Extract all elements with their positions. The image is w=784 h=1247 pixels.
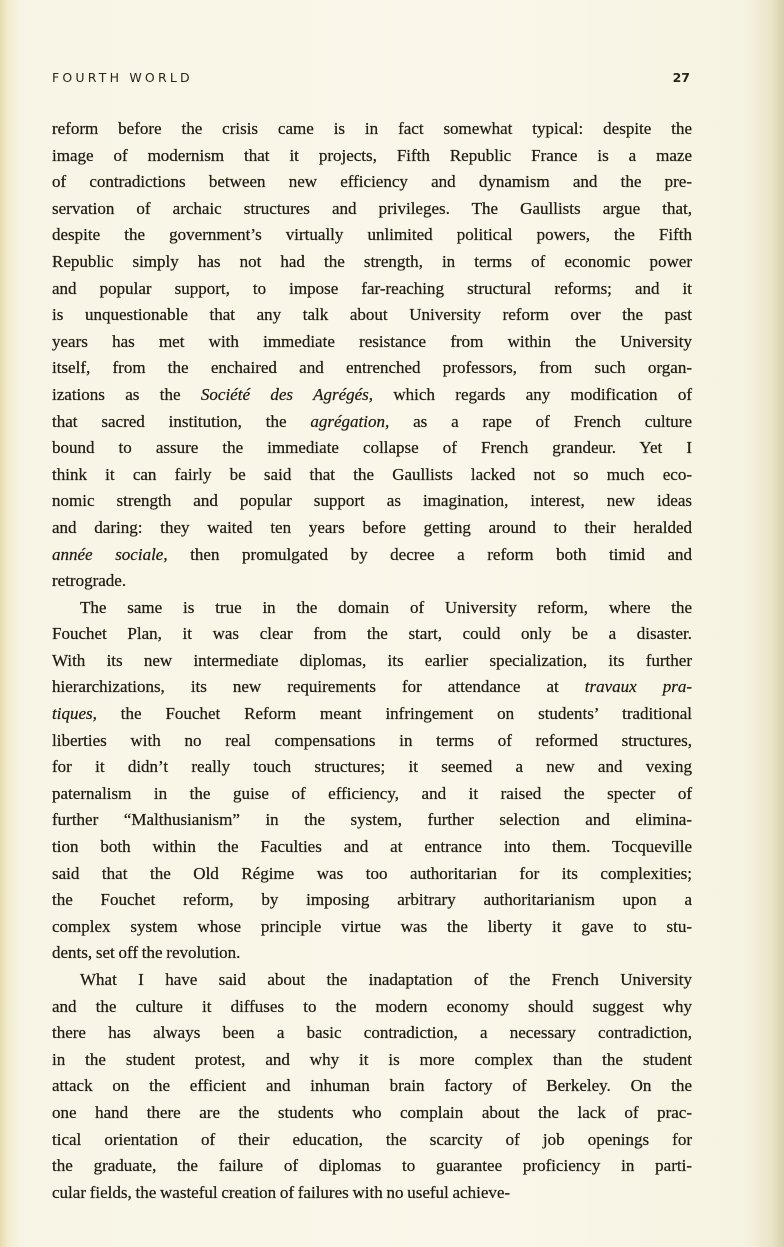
text-line bbox=[52, 143, 692, 170]
text-segment: further “Malthusianism” in the system, further selection and elimina- bbox=[52, 810, 692, 830]
text-line bbox=[52, 276, 692, 303]
text-segment: think it can fairly be said that the Gaullists lacked not so much eco- bbox=[52, 464, 692, 484]
text-line bbox=[52, 409, 692, 436]
text-line bbox=[52, 701, 692, 728]
text-line bbox=[52, 488, 692, 515]
text-segment: reform before the crisis came is in fact somewhat typical: despite the bbox=[52, 119, 692, 138]
text-segment: in the student protest, and why it is more complex than the student bbox=[52, 1049, 692, 1069]
text-segment: is unquestionable that any talk about University reform over the past bbox=[52, 305, 692, 325]
text-segment: dents, set off the revolution. bbox=[52, 943, 241, 963]
text-line bbox=[52, 462, 692, 489]
text-line bbox=[52, 674, 692, 701]
text-segment: said that the Old Régime was too authoritarian for its complexities; bbox=[52, 863, 692, 883]
running-head: FOURTH WORLD bbox=[52, 70, 193, 85]
text-line bbox=[52, 355, 692, 382]
text-line bbox=[52, 1047, 692, 1074]
italic-text: agrégation, bbox=[310, 411, 390, 431]
text-segment: and daring: they waited ten years before getting around to their heralded bbox=[52, 517, 692, 537]
text-segment: tion both within the Faculties and at entrance into them. Tocqueville bbox=[52, 837, 692, 857]
text-segment: as a rape of French culture bbox=[389, 411, 692, 431]
text-line bbox=[52, 914, 692, 941]
text-line bbox=[52, 302, 692, 329]
text-segment: tical orientation of their education, the scarcity of job openings for bbox=[52, 1129, 692, 1149]
text-segment: despite the government’s virtually unlimited political powers, the Fifth bbox=[52, 225, 692, 245]
text-line bbox=[52, 1073, 692, 1100]
text-segment: izations as the bbox=[52, 384, 201, 404]
text-segment: the graduate, the failure of diplomas to guarantee proficiency in parti- bbox=[52, 1156, 692, 1176]
page-header bbox=[52, 70, 690, 90]
text-line bbox=[52, 1153, 692, 1180]
text-line bbox=[52, 116, 692, 143]
text-line bbox=[52, 1127, 692, 1154]
text-segment: and popular support, to impose far-reaching structural reforms; and it bbox=[52, 278, 692, 298]
body-text bbox=[52, 116, 692, 1206]
text-segment: cular fields, the wasteful creation of failures with no useful achieve- bbox=[52, 1182, 511, 1202]
text-segment: the Fouchet reform, by imposing arbitrary authoritarianism upon a bbox=[52, 890, 692, 910]
text-line bbox=[52, 621, 692, 648]
text-segment: then promulgated by decree a reform both timid and bbox=[167, 544, 692, 564]
text-segment: hierarchizations, its new requirements for attendance at bbox=[52, 677, 585, 697]
paragraph bbox=[52, 967, 692, 1206]
text-line bbox=[52, 1020, 692, 1047]
text-line bbox=[52, 196, 692, 223]
italic-text: tiques, bbox=[52, 704, 97, 724]
text-segment: which regards any modification of bbox=[373, 384, 692, 404]
text-segment: image of modernism that it projects, Fifth Republic France is a maze bbox=[52, 145, 692, 165]
text-segment: for it didn’t really touch structures; it seemed a new and vexing bbox=[52, 757, 692, 777]
text-segment: Fouchet Plan, it was clear from the start, could only be a disaster. bbox=[52, 624, 692, 644]
text-line bbox=[52, 515, 692, 542]
text-line bbox=[52, 648, 692, 675]
text-segment: complex system whose principle virtue was the liberty it gave to stu- bbox=[52, 916, 692, 936]
text-segment: that sacred institution, the bbox=[52, 411, 311, 431]
paragraph bbox=[52, 116, 692, 595]
text-line bbox=[52, 728, 692, 755]
text-line bbox=[52, 861, 692, 888]
text-segment: The same is true in the domain of University reform, where the bbox=[80, 597, 692, 617]
italic-text: travaux pra- bbox=[584, 677, 692, 697]
text-segment: retrograde. bbox=[52, 571, 127, 591]
text-segment: years has met with immediate resistance from within the University bbox=[52, 331, 692, 351]
text-segment: nomic strength and popular support as imagination, interest, new ideas bbox=[52, 491, 692, 511]
text-line bbox=[52, 382, 692, 409]
text-segment: there has always been a basic contradiction, a necessary contradiction, bbox=[52, 1023, 692, 1043]
text-line bbox=[52, 807, 692, 834]
text-line bbox=[52, 754, 692, 781]
italic-text: année sociale, bbox=[52, 544, 168, 564]
text-segment: itself, from the enchaired and entrenched professors, from such organ- bbox=[52, 358, 692, 378]
text-line bbox=[52, 249, 692, 276]
text-segment: attack on the efficient and inhuman brain factory of Berkeley. On the bbox=[52, 1076, 692, 1096]
text-segment: liberties with no real compensations in terms of reformed structures, bbox=[52, 730, 692, 750]
text-segment: With its new intermediate diplomas, its earlier specialization, its further bbox=[52, 650, 692, 670]
text-segment: one hand there are the students who complain about the lack of prac- bbox=[52, 1102, 692, 1122]
text-line bbox=[52, 595, 692, 622]
page-number: 27 bbox=[672, 70, 690, 85]
text-line bbox=[52, 568, 692, 595]
text-line bbox=[52, 1100, 692, 1127]
text-line bbox=[52, 940, 692, 967]
text-line bbox=[52, 834, 692, 861]
text-segment: paternalism in the guise of efficiency, and it raised the specter of bbox=[52, 783, 692, 803]
text-line bbox=[52, 329, 692, 356]
text-segment: Republic simply has not had the strength, in terms of economic power bbox=[52, 251, 692, 271]
text-segment: servation of archaic structures and privileges. The Gaullists argue that, bbox=[52, 198, 692, 218]
text-line bbox=[52, 887, 692, 914]
text-line bbox=[52, 222, 692, 249]
text-line bbox=[52, 169, 692, 196]
text-line bbox=[52, 435, 692, 462]
text-line bbox=[52, 1180, 692, 1207]
paragraph bbox=[52, 595, 692, 967]
text-segment: of contradictions between new efficiency and dynamism and the pre- bbox=[52, 172, 692, 192]
text-line bbox=[52, 542, 692, 569]
text-line bbox=[52, 967, 692, 994]
text-segment: the Fouchet Reform meant infringement on students’ traditional bbox=[96, 704, 692, 724]
text-line bbox=[52, 781, 692, 808]
text-line bbox=[52, 994, 692, 1021]
text-segment: What I have said about the inadaptation of the French University bbox=[80, 970, 692, 989]
italic-text: Société des Agrégés, bbox=[200, 384, 374, 404]
text-segment: bound to assure the immediate collapse of French grandeur. Yet I bbox=[52, 438, 692, 458]
text-segment: and the culture it diffuses to the modern economy should suggest why bbox=[52, 996, 692, 1016]
